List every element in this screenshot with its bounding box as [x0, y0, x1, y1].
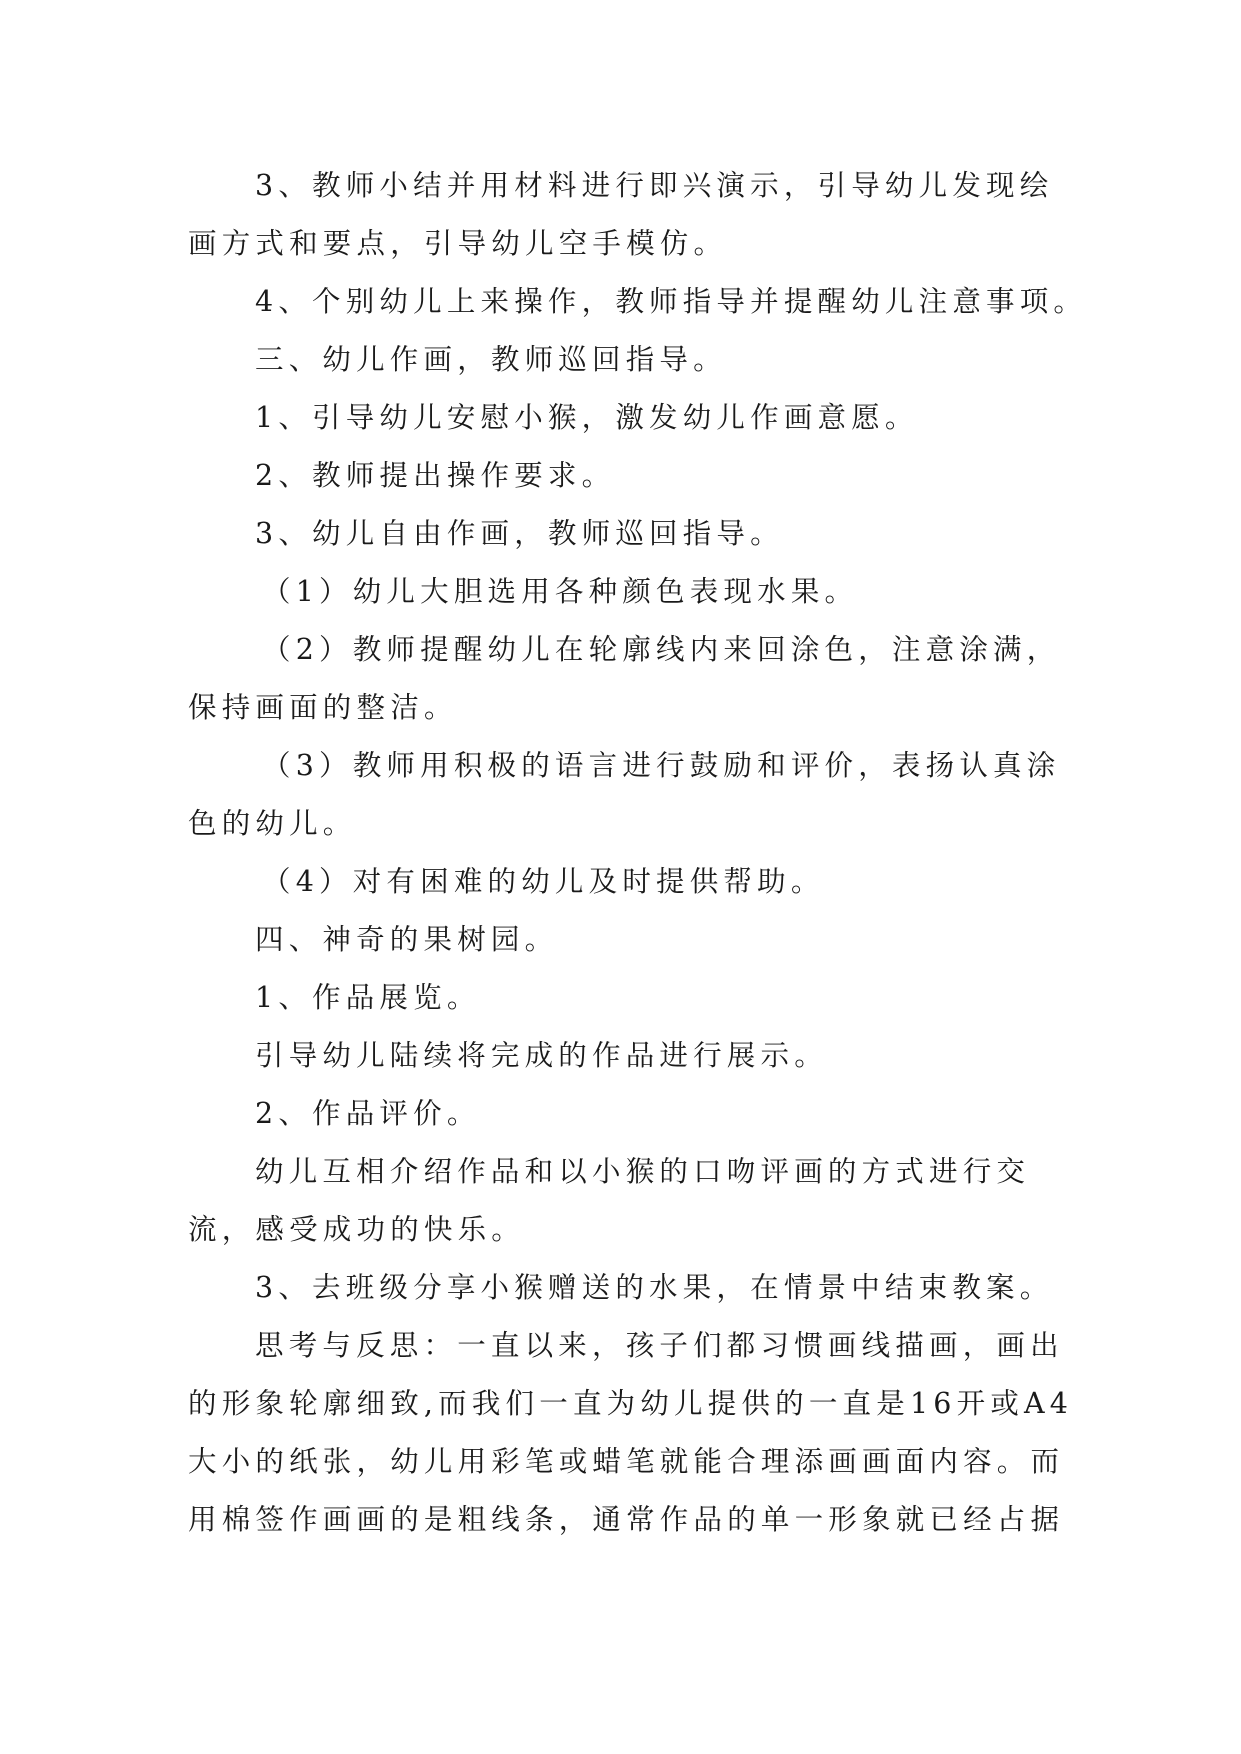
paragraph-line-5: 1、引导幼儿安慰小猴，激发幼儿作画意愿。 [255, 401, 919, 434]
section-heading-3: 三、幼儿作画，教师巡回指导。 [255, 343, 727, 376]
paragraph-line-2: 画方式和要点，引导幼儿空手模仿。 [188, 227, 728, 260]
paragraph-line-1: 3、教师小结并用材料进行即兴演示，引导幼儿发现绘 [255, 169, 1054, 202]
paragraph-line-10: 保持画面的整洁。 [188, 691, 458, 724]
section-heading-4: 四、神奇的果树园。 [255, 923, 559, 956]
paragraph-line-18: 幼儿互相介绍作品和以小猴的口吻评画的方式进行交 [255, 1155, 1031, 1188]
paragraph-line-22: 的形象轮廓细致,而我们一直为幼儿提供的一直是16开或A4 [188, 1387, 1074, 1420]
paragraph-line-11: （3）教师用积极的语言进行鼓励和评价，表扬认真涂 [262, 749, 1061, 782]
paragraph-line-13: （4）对有困难的幼儿及时提供帮助。 [262, 865, 825, 898]
paragraph-line-20: 3、去班级分享小猴赠送的水果，在情景中结束教案。 [255, 1271, 1054, 1304]
paragraph-line-16: 引导幼儿陆续将完成的作品进行展示。 [255, 1039, 828, 1072]
paragraph-line-6: 2、教师提出操作要求。 [255, 459, 616, 492]
paragraph-line-24: 用棉签作画画的是粗线条，通常作品的单一形象就已经占据 [188, 1503, 1065, 1536]
paragraph-line-17: 2、作品评价。 [255, 1097, 481, 1130]
paragraph-line-7: 3、幼儿自由作画，教师巡回指导。 [255, 517, 784, 550]
paragraph-line-23: 大小的纸张，幼儿用彩笔或蜡笔就能合理添画画面内容。而 [188, 1445, 1065, 1478]
paragraph-line-12: 色的幼儿。 [188, 807, 357, 840]
paragraph-line-19: 流，感受成功的快乐。 [188, 1213, 526, 1246]
paragraph-line-8: （1）幼儿大胆选用各种颜色表现水果。 [262, 575, 859, 608]
paragraph-line-21: 思考与反思：一直以来，孩子们都习惯画线描画，画出 [255, 1329, 1064, 1362]
paragraph-line-9: （2）教师提醒幼儿在轮廓线内来回涂色，注意涂满， [262, 633, 1061, 666]
paragraph-line-3: 4、个别幼儿上来操作，教师指导并提醒幼儿注意事项。 [255, 285, 1088, 318]
paragraph-line-15: 1、作品展览。 [255, 981, 481, 1014]
